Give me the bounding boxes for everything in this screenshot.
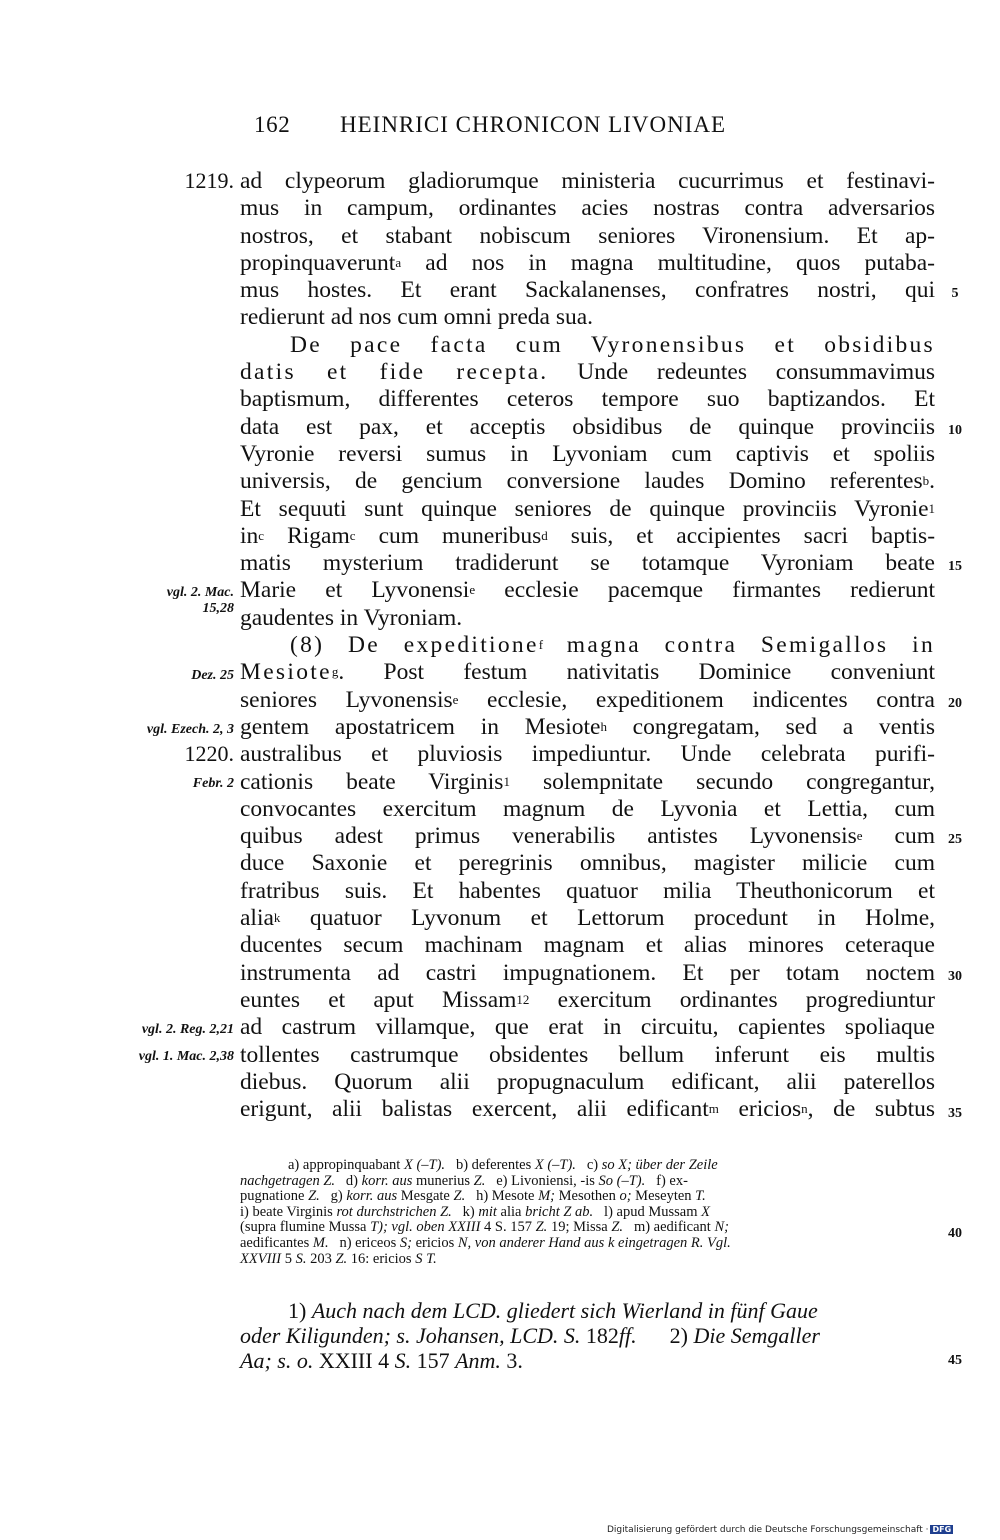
line-number: 20 xyxy=(948,696,962,711)
footnote-marker: b xyxy=(922,473,930,489)
footnotes xyxy=(240,1298,935,1373)
section-heading: De pace facta cum Vyronensibus et obsidibus xyxy=(290,331,935,358)
footnote-marker: e xyxy=(856,828,863,844)
text-line: redierunt ad nos cum omni preda sua. xyxy=(240,304,594,331)
footnote-marker: k xyxy=(273,910,281,926)
text-line: convocantes exercitum magnum de Lyvonia et Lettia, cum xyxy=(240,795,935,822)
footnote-marker: 1 xyxy=(503,773,510,789)
text-line: erigunt, alii balistas exercent, alii edificant$^m$ ericios$^n$, de subtus xyxy=(240,1096,935,1123)
text-line: ad clypeorum gladiorumque ministeria cucurrimus et festinavi- xyxy=(240,168,935,194)
text-line: ducentes secum machinam magnam et alias minores ceteraque xyxy=(240,932,935,959)
credit-text: Digitalisierung gefördert durch die Deutsche Forschungsgemeinschaft · xyxy=(607,1525,929,1535)
line-number: 15 xyxy=(948,559,962,574)
line-number: 5 xyxy=(951,286,959,301)
footnote-marker: m xyxy=(708,1101,719,1117)
text-line: australibus et pluviosis impediuntur. Unde celebrata purifi- xyxy=(240,741,935,768)
section-heading-cont: datis et fide recepta. Unde redeuntes consummavimus xyxy=(240,359,935,386)
text-line: duce Saxonie et peregrinis omnibus, magister milicie cum xyxy=(240,850,935,877)
text-line: diebus. Quorum alii propugnaculum edificant, alii paterellos xyxy=(240,1068,935,1095)
footnote-marker: e xyxy=(452,691,459,707)
text-line: ad castrum villamque, que erat in circuitu, capientes spoliaque xyxy=(240,1014,935,1041)
text-line: mus hostes. Et erant Sackalanenses, confratres nostri, qui xyxy=(240,277,935,304)
critical-apparatus xyxy=(240,1158,935,1267)
text-line: cationis beate Virginis$^1$ solempnitate secundo congregantur, xyxy=(240,768,935,795)
margin-ref-mac: vgl. 2. Mac. xyxy=(166,585,234,600)
main-text xyxy=(240,168,935,1123)
line-number: 10 xyxy=(948,423,962,438)
section-heading-cont: Mesiote$^g$. Post festum nativitatis Dominice conveniunt xyxy=(240,659,935,686)
footnote-marker: 1 xyxy=(928,500,935,516)
text-line: quibus adest primus venerabilis antistes Lyvonensis$^e$ cum xyxy=(240,823,935,850)
footnote-line: 1) Auch nach dem LCD. gliedert sich Wierland in fünf Gaue xyxy=(288,1298,818,1323)
line-number: 40 xyxy=(948,1226,962,1241)
margin-date-febr: Febr. 2 xyxy=(192,776,234,791)
text-line: universis, de gencium conversione laudes Domino referentes$^b$. xyxy=(240,468,935,495)
text-line: gaudentes in Vyroniam. xyxy=(240,604,463,631)
dfg-logo: DFG xyxy=(932,1525,952,1534)
margin-ref-ezech: vgl. Ezech. 2, 3 xyxy=(146,722,234,737)
footnote-line: oder Kiligunden; s. Johansen, LCD. S. 182ff. 2) Die Semgaller xyxy=(240,1323,820,1348)
footnote-line: Aa; s. o. XXIII 4 S. 157 Anm. 3. xyxy=(240,1348,523,1373)
text-line: Et sequuti sunt quinque seniores de quinque provinciis Vyronie$^1$ xyxy=(240,495,935,522)
text-line: tollentes castrumque obsidentes bellum inferunt eis multis xyxy=(240,1041,935,1068)
apparatus-line: i) beate Virginis rot durchstrichen Z. k) mit alia bricht Z ab. l) apud Mussam X xyxy=(240,1203,710,1220)
footnote-marker: e xyxy=(469,582,476,598)
footnote-marker: a xyxy=(395,254,402,270)
digitization-credit xyxy=(607,1525,953,1535)
margin-ref-mac2: vgl. 1. Mac. 2,38 xyxy=(138,1049,234,1064)
section-heading: (8) De expeditione$^f$ magna contra Semigallos in xyxy=(290,632,935,659)
margin-ref-mac-verse: 15,28 xyxy=(202,601,234,616)
text-line: seniores Lyvonensis$^e$ ecclesie, expeditionem indicentes contra xyxy=(240,686,935,713)
margin-year-1219: 1219. xyxy=(184,168,234,193)
text-line: gentem apostatricem in Mesiote$^h$ congregatam, sed a ventis xyxy=(240,713,936,740)
line-number: 35 xyxy=(948,1106,962,1121)
text-line: Marie et Lyvonensi$^e$ ecclesie pacemque firmantes redierunt xyxy=(240,577,936,604)
footnote-marker: c xyxy=(258,527,265,543)
footnote-marker: 12 xyxy=(516,991,530,1007)
margin-year-1220: 1220. xyxy=(184,741,234,766)
text-line: $in^c$ Rigam$^c$ cum muneribus$^d$ suis, et accipientes sacri baptis- xyxy=(240,522,936,549)
apparatus-line: XXVIII 5 S. 203 Z. 16: ericios S T. xyxy=(240,1250,437,1267)
running-title: HEINRICI CHRONICON LIVONIAE xyxy=(340,112,727,137)
margin-ref-reg: vgl. 2. Reg. 2,21 xyxy=(141,1022,234,1037)
footnote-marker: h xyxy=(600,718,607,734)
text-line: propinquaverunt$^a$ ad nos in magna multitudine, quos putaba- xyxy=(240,249,935,276)
text-line: nostros, et stabant nobiscum seniores Vironensium. Et ap- xyxy=(240,222,935,249)
text-line: baptismum, differentes ceteros tempore suo baptizandos. Et xyxy=(240,386,935,413)
line-number: 30 xyxy=(948,969,962,984)
page-number: 162 xyxy=(254,112,291,137)
line-number: 25 xyxy=(948,832,962,847)
text-line: instrumenta ad castri impugnationem. Et per totam noctem xyxy=(240,959,935,986)
line-number: 45 xyxy=(948,1353,962,1368)
text-line: data est pax, et acceptis obsidibus de quinque provinciis xyxy=(240,413,935,440)
footnote-marker: n xyxy=(801,1101,808,1117)
text-line: fratribus suis. Et habentes quatuor milia Theuthonicorum et xyxy=(240,877,935,904)
apparatus-line: aedificantes M. n) ericeos S; ericios N, von anderer Hand aus k eingetragen R. Vgl. xyxy=(240,1234,731,1251)
apparatus-line: nachgetragen Z. d) korr. aus munerius Z. e) Livoniensi, -is So (–T). f) ex- xyxy=(240,1172,688,1189)
text-line: matis mysterium tradiderunt se totamque Vyroniam beate xyxy=(240,550,935,577)
margin-date-dez: Dez. 25 xyxy=(191,668,234,683)
footnote-marker: g xyxy=(331,664,339,680)
text-line: euntes et aput Missam$^{12}$ exercitum ordinantes progrediuntur xyxy=(240,986,935,1013)
footnote-marker: d xyxy=(541,527,548,543)
apparatus-line: pugnatione Z. g) korr. aus Mesgate Z. h) Mesote M; Mesothen o; Meseyten T. xyxy=(240,1188,706,1205)
text-line: mus in campum, ordinantes acies nostras contra adversarios xyxy=(240,195,935,222)
text-line: Vyronie reversi sumus in Lyvoniam cum captivis et spoliis xyxy=(240,440,935,467)
apparatus-line: (supra flumine Mussa T); vgl. oben XXIII 4 S. 157 Z. 19; Missa Z. m) aedificant N; xyxy=(240,1219,729,1236)
apparatus-line: a) appropinquabant X (–T). b) deferentes X (–T). c) so X; über der Zeile xyxy=(288,1157,718,1173)
text-line: alia$^k$ quatuor Lyvonum et Lettorum procedunt in Holme, xyxy=(240,905,935,932)
footnote-marker: c xyxy=(349,527,356,543)
footnote-marker: f xyxy=(538,637,544,653)
